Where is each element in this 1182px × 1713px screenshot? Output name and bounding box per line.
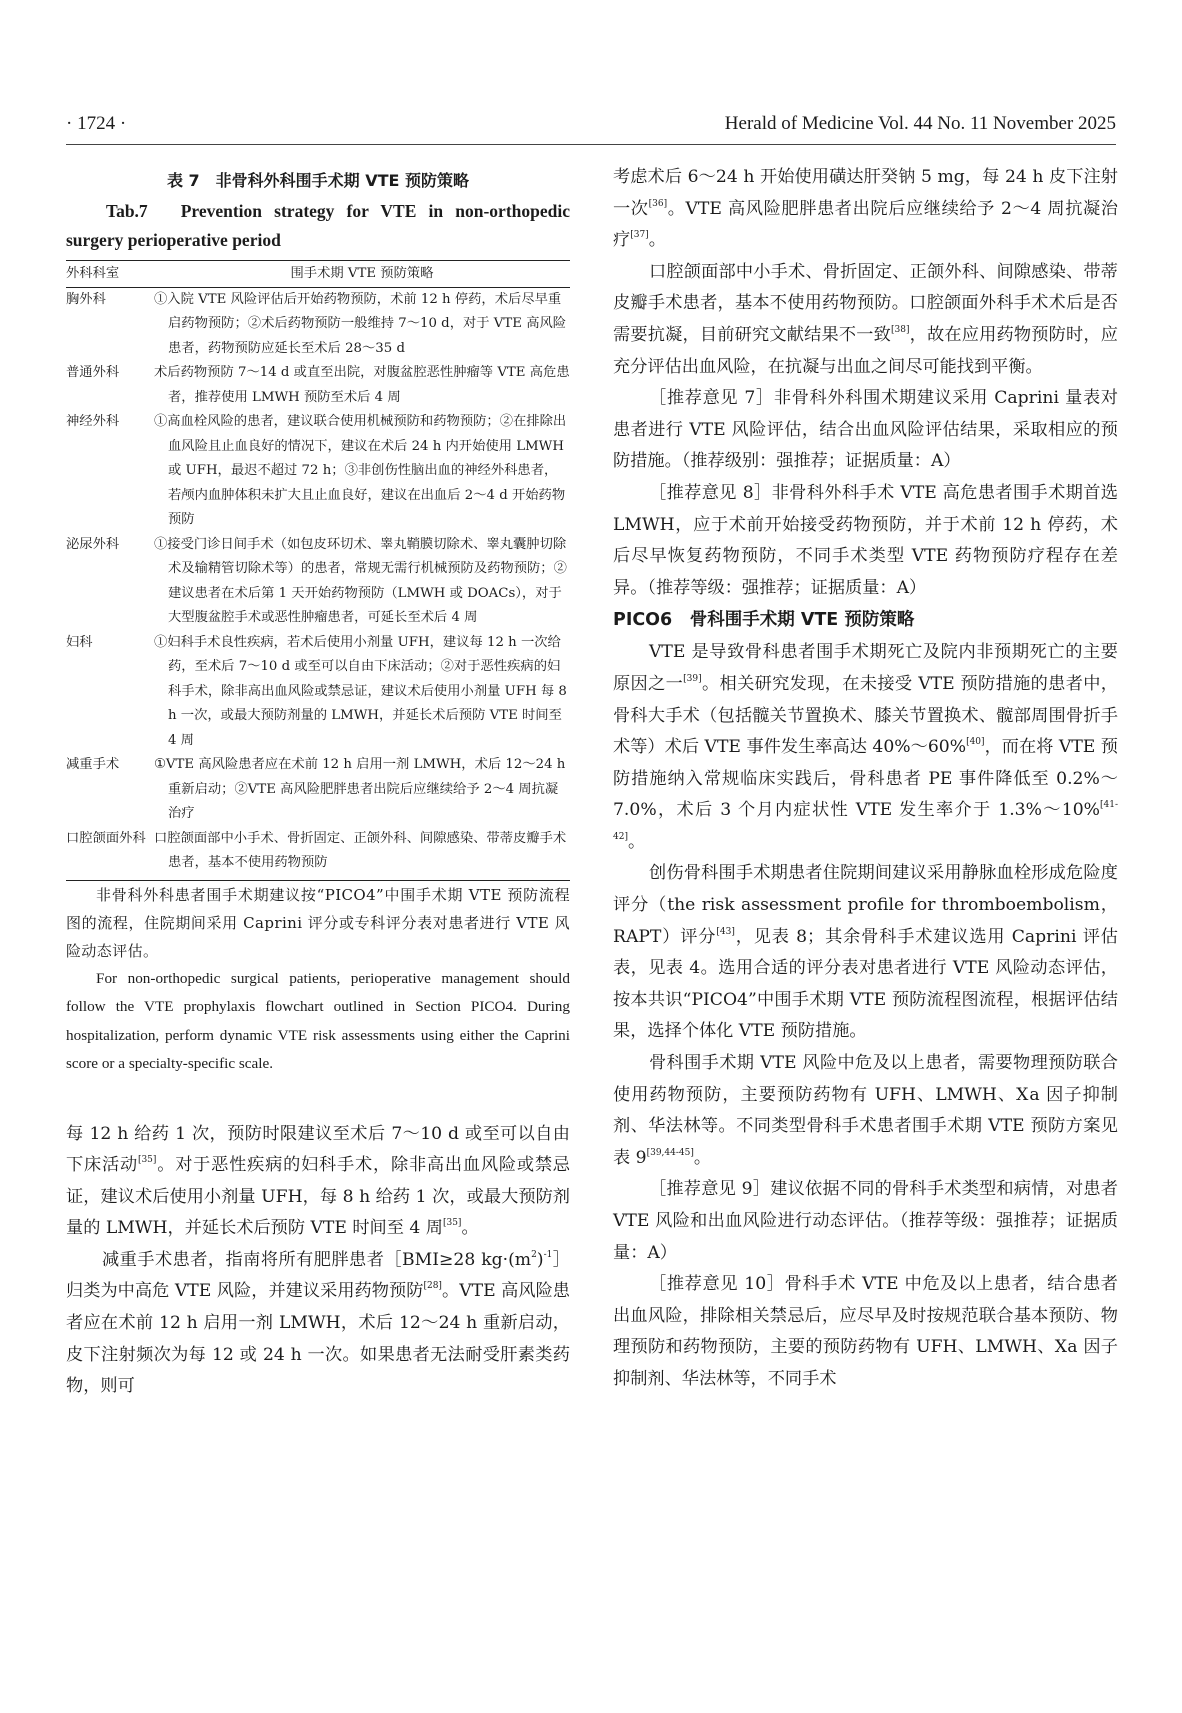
dept-cell: 神经外科 [66, 414, 120, 429]
citation: [35] [442, 1218, 462, 1229]
strategy-cell [154, 361, 570, 410]
table-title-zh: 表 7 非骨科外科围手术期 VTE 预防策略 [166, 171, 470, 190]
table-row [66, 361, 570, 410]
dept-cell: 胸外科 [66, 291, 106, 307]
paragraph: VTE 是导致骨科患者围手术期死亡及院内非预期死亡的主要原因之一[39]。相关研究发现，在未接受 VTE 预防措施的患者中，骨科大手术（包括髋关节置换术、膝关节置换术、髋部周围骨折手术等）术后 VTE 事件发生率高达 40%～60%[40]，而在将 VTE 预防措施纳入常规临床实践后，骨科患者 PE 事件降低至 0.2%～7.0%，术后 3 个月内症状性 VTE 发生率介于 1.3%～10%[41-42]。 [613, 642, 1118, 852]
strategy-cell [154, 533, 570, 631]
strategy-cell [154, 631, 570, 754]
table-row [66, 753, 570, 827]
citation: [39,44-45] [646, 1147, 694, 1158]
header-rule [66, 144, 1116, 145]
strategy-text: 术后药物预防 7～14 d 或直至出院，对腹盆腔恶性肿瘤等 VTE 高危患者，推荐使用 LMWH 预防至术后 4 周 [154, 365, 570, 405]
table-header-row [66, 261, 570, 288]
paragraph: 每 12 h 给药 1 次，预防时限建议至术后 7～10 d 或至可以自由下床活动[35]。对于恶性疾病的妇科手术，除非高出血风险或禁忌证，建议术后使用小剂量 UFH，每 8 h 给药 1 次，或最大预防剂量的 LMWH，并延长术后预防 VTE 时间至 4 周[35]。 [66, 1123, 570, 1239]
strategy-cell [154, 827, 570, 881]
strategy-text: ①高血栓风险的患者，建议联合使用机械预防和药物预防；②在排除出血风险且止血良好的情况下，建议在术后 24 h 内开始使用 LMWH 或 UFH，最迟不超过 72 h；③非创伤性脑出血的神经外科患者，若颅内血肿体积未扩大且止血良好，建议在出血后 2～4 d 开始药物预防 [154, 414, 567, 527]
dept-cell: 口腔颌面外科 [66, 827, 154, 881]
strategy-cell [154, 410, 570, 533]
recommendation-10: ［推荐意见 10］骨科手术 VTE 中危及以上患者，结合患者出血风险，排除相关禁忌后，应尽早及时按规范联合基本预防、物理预防和药物预防，主要的预防药物有 UFH、LMWH、Ⅹa 因子抑制剂、华法林等，不同手术 [613, 1274, 1118, 1389]
recommendation-7: ［推荐意见 7］非骨科外科围术期建议采用 Caprini 量表对患者进行 VTE 风险评估，结合出血风险评估结果，采取相应的预防措施。（推荐级别：强推荐；证据质量：A） [613, 388, 1118, 472]
right-column [613, 162, 1118, 1396]
citation: [35] [137, 1155, 157, 1166]
dept-cell: 妇科 [66, 634, 93, 650]
left-body-text [66, 1119, 570, 1403]
journal-info: Herald of Medicine Vol. 44 No. 11 November 2025 [724, 113, 1116, 134]
strategy-cell [154, 287, 570, 361]
paragraph: 口腔颌面部中小手术、骨折固定、正颌外科、间隙感染、带蒂皮瓣手术患者，基本不使用药物预防。口腔颌面外科手术术后是否需要抗凝，目前研究文献结果不一致[38]，故在应用药物预防时，应充分评估出血风险，在抗凝与出血之间尽可能找到平衡。 [613, 261, 1118, 377]
page-header [66, 113, 1116, 143]
recommendation-9: ［推荐意见 9］建议依据不同的骨科手术类型和病情，对患者 VTE 风险和出血风险进行动态评估。（推荐等级：强推荐；证据质量：A） [613, 1179, 1118, 1263]
table-row [66, 410, 570, 533]
strategy-text: 口腔颌面部中小手术、骨折固定、正颌外科、间隙感染、带蒂皮瓣手术患者，基本不使用药物预防 [154, 830, 567, 870]
citation: [36] [648, 198, 668, 209]
table-row [66, 287, 570, 361]
citation: [39] [683, 673, 702, 684]
table-row [66, 533, 570, 631]
strategy-cell [154, 753, 570, 827]
dept-cell: 普通外科 [66, 365, 120, 380]
citation: [37] [630, 230, 649, 241]
strategy-text: ①接受门诊日间手术（如包皮环切术、睾丸鞘膜切除术、睾丸囊肿切除术及输精管切除术等）的患者，常规无需行机械预防及药物预防；②建议患者在术后第 1 天开始药物预防（LMWH 或 DOACs），对于大型腹盆腔手术或恶性肿瘤患者，可延长至术后 4 周 [154, 536, 567, 625]
table-title-en: Tab.7 Prevention strategy for VTE in non-orthopedic surgery perioperative period [66, 201, 570, 250]
citation: [28] [423, 1281, 442, 1292]
citation: [41-42] [613, 800, 1118, 842]
paragraph: 创伤骨科围手术期患者住院期间建议采用静脉血栓形成危险度评分（the risk assessment profile for thromboembolism，RAPT）评分[43]，见表 8；其余骨科手术建议选用 Caprini 评估表，见表 4。选用合适的评分表对患者进行 VTE 风险动态评估，按本共识“PICO4”中围手术期 VTE 预防流程图流程，根据评估结果，选择个体化 VTE 预防措施。 [613, 863, 1118, 1042]
dept-cell: 泌尿外科 [66, 536, 120, 552]
table-row [66, 631, 570, 754]
paragraph: 骨科围手术期 VTE 风险中危及以上患者，需要物理预防联合使用药物预防，主要预防药物有 UFH、LMWH、Ⅹa 因子抑制剂、华法林等。不同类型骨科手术患者围手术期 VTE 预防方案见表 9[39,44-45]。 [613, 1053, 1118, 1168]
col-header-strategy: 围手术期 VTE 预防策略 [154, 261, 570, 288]
table-row [66, 827, 570, 881]
table-note-zh: 非骨科外科患者围手术期建议按“PICO4”中围手术期 VTE 预防流程图的流程，住院期间采用 Caprini 评分或专科评分表对患者进行 VTE 风险动态评估。 [66, 885, 570, 960]
recommendation-8: ［推荐意见 8］非骨科外科手术 VTE 高危患者围手术期首选 LMWH，应于术前开始接受药物预防，并于术前 12 h 停药，术后尽早恢复药物预防，不同手术类型 VTE 药物预防疗程存在差异。（推荐等级：强推荐；证据质量：A） [613, 482, 1118, 598]
citation: [43] [716, 926, 735, 937]
left-column [66, 160, 570, 1403]
strategy-text: ①妇科手术良性疾病，若术后使用小剂量 UFH，建议每 12 h 一次给药，至术后 7～10 d 或至可以自由下床活动；②对于恶性疾病的妇科手术，除非高出血风险或禁忌证，建议术后使用小剂量 UFH 每 8 h 一次，或最大预防剂量的 LMWH，并延长术后预防 VTE 时间至 4 周 [154, 634, 567, 748]
col-header-dept: 外科科室 [66, 261, 154, 288]
paragraph: 减重手术患者，指南将所有肥胖患者［BMI≥28 $kg\cdot(m^2)^{-1}]$归类为中高危 VTE 风险，并建议采用药物预防[28]。VTE 高风险患者应在术前 12 h 启用一剂 LMWH，术后 12～24 h 重新启动，皮下注射频次为每 12 或 24 h 一次。如果患者无法耐受肝素类药物，则可 [66, 1249, 570, 1397]
strategy-table [66, 260, 570, 881]
strategy-text: ①VTE 高风险患者应在术前 12 h 启用一剂 LMWH，术后 12～24 h 重新启动；②VTE 高风险肥胖患者出院后应继续给予 2～4 周抗凝治疗 [154, 757, 566, 821]
section-heading: PICO6 骨科围手术期 VTE 预防策略 [613, 610, 915, 631]
citation: [38] [891, 324, 910, 335]
page-number: · 1724 · [66, 113, 127, 134]
paragraph: 考虑术后 6～24 h 开始使用磺达肝癸钠 5 mg，每 24 h 皮下注射一次[36]。VTE 高风险肥胖患者出院后应继续给予 2～4 周抗凝治疗[37]。 [613, 167, 1118, 251]
citation: [40] [966, 737, 985, 748]
dept-cell: 减重手术 [66, 757, 120, 772]
strategy-text: ①入院 VTE 风险评估后开始药物预防，术前 12 h 停药，术后尽早重启药物预防；②术后药物预防一般维持 7～10 d，对于 VTE 高风险患者，药物预防应延长至术后 28～35 d [154, 291, 567, 356]
table-note-en: For non-orthopedic surgical patients, perioperative management should follow the VTE prophylaxis flowchart outlined in Section PICO4. During hospitalization, perform dynamic VTE risk assessments using either the Caprini score or a specialty-specific scale. [66, 969, 570, 1072]
